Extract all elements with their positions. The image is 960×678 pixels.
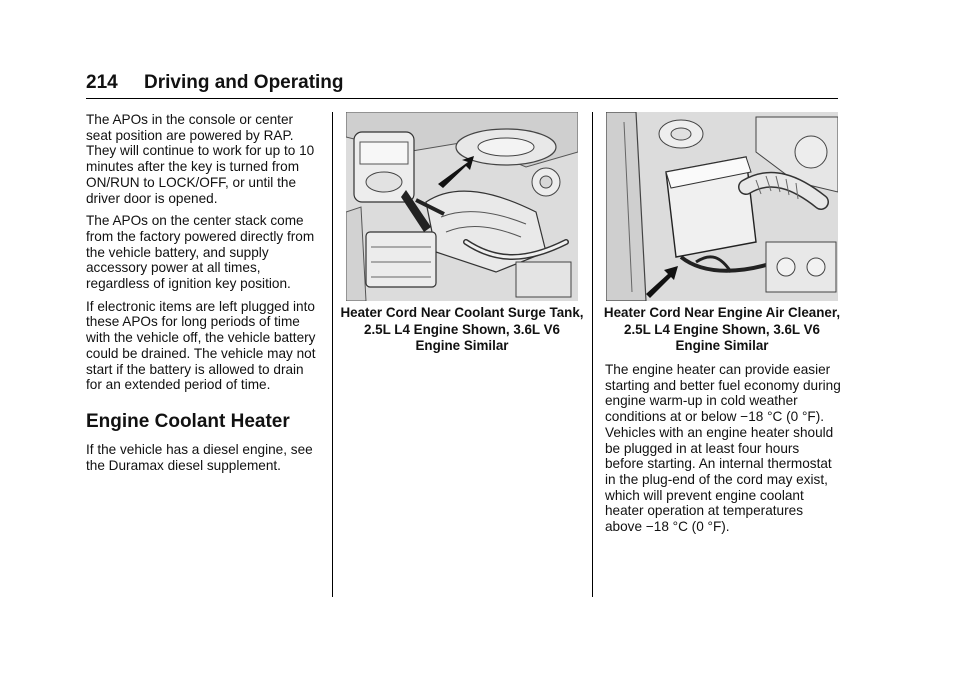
column-divider	[332, 112, 333, 597]
paragraph: The APOs in the console or center seat position are powered by RAP. They will continue to work for up to 10 minutes after the key is turned from ON/RUN to LOCK/OFF, or until the driver door is opened.	[86, 112, 315, 206]
section-heading: Engine Coolant Heater	[86, 410, 290, 432]
engine-bay-icon	[346, 112, 578, 301]
header-rule	[86, 98, 838, 99]
paragraph: If the vehicle has a diesel engine, see the Duramax diesel supplement.	[86, 441, 313, 473]
figure-caption: Heater Cord Near Engine Air Cleaner, 2.5L L4 Engine Shown, 3.6L V6 Engine Similar	[603, 305, 841, 353]
engine-bay-icon	[606, 112, 838, 301]
paragraph: The APOs on the center stack come from the factory powered directly from the vehicle battery, and supply accessory power at all times, regardless of ignition key position.	[86, 213, 315, 292]
section-title: Driving and Operating	[144, 72, 344, 93]
engine-bay-illustration-2	[606, 112, 838, 301]
column-left	[86, 112, 322, 480]
page-header	[86, 70, 838, 100]
column-right	[605, 362, 841, 542]
paragraph: The engine heater can provide easier starting and better fuel economy during engine warm-up in cold weather conditions at or below −18 °C (0 °F). Vehicles with an engine heater should be plugged in at least four hours before starting. An internal thermostat in the plug-end of the cord may exist, which will prevent engine coolant heater operation at temperatures above −18 °C (0 °F).	[605, 362, 841, 535]
engine-bay-illustration-1	[346, 112, 578, 301]
figure-caption: Heater Cord Near Coolant Surge Tank, 2.5L L4 Engine Shown, 3.6L V6 Engine Similar	[340, 305, 584, 353]
paragraph: If electronic items are left plugged into these APOs for long periods of time with the vehicle off, the vehicle battery could be drained. The vehicle may not start if the battery is allowed to drain for an extended period of time.	[86, 298, 316, 393]
page-number: 214	[86, 72, 118, 93]
column-divider	[592, 112, 593, 597]
